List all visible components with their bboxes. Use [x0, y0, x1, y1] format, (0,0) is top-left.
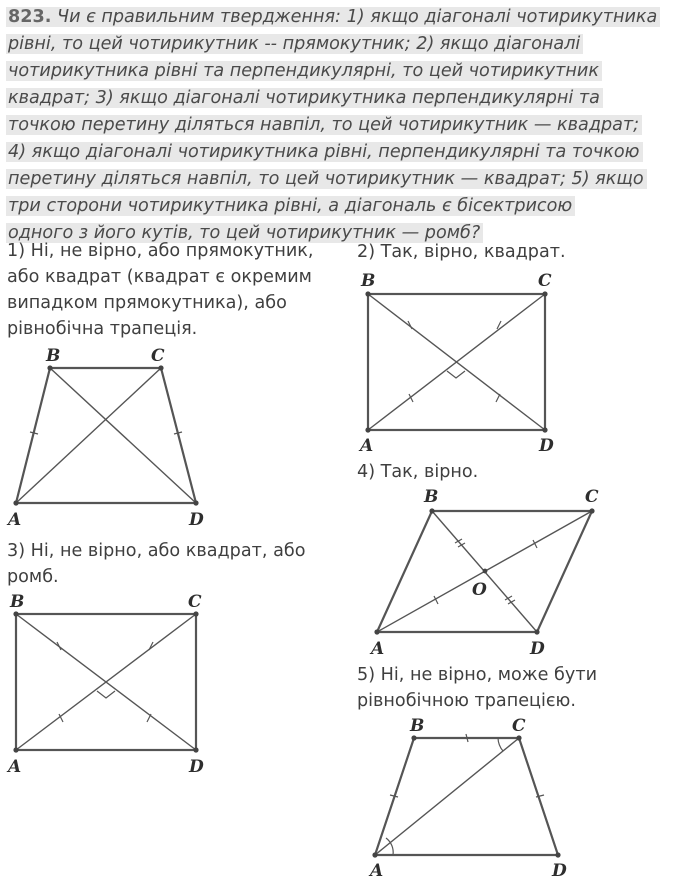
label-c: C — [188, 592, 202, 612]
vertex-b — [411, 735, 416, 740]
label-a: A — [8, 510, 22, 530]
label-c: C — [512, 716, 526, 736]
label-d: D — [189, 757, 204, 777]
figure-1-trapezoid — [6, 346, 204, 530]
answer-2: 2) Так, вірно, квадрат. — [357, 242, 566, 262]
vertex-d — [555, 852, 560, 857]
problem-line: 4) якщо діагоналі чотирикутника рівні, перпендикулярні та точкою — [6, 139, 686, 166]
figure-2-square — [358, 271, 554, 456]
label-a: A — [8, 757, 22, 777]
vertex-d — [193, 500, 198, 505]
answer-4: 4) Так, вірно. — [357, 462, 479, 482]
label-d: D — [530, 639, 545, 659]
label-d: D — [189, 510, 204, 530]
figure-3-square — [6, 592, 204, 777]
label-a: A — [360, 436, 374, 456]
figure-5-trapezoid — [368, 716, 567, 881]
vertex-b — [365, 291, 370, 296]
problem-line: перетину діляться навпіл, то цей чотирикутник — квадрат; 5) якщо — [6, 166, 686, 193]
vertex-a — [372, 852, 377, 857]
answer-1: 1) Ні, не вірно, або прямокутник, або квадрат (квадрат є окремим випадком прямокутника), або рівнобічна трапеція. — [7, 241, 314, 339]
problem-number: 823. — [8, 7, 52, 27]
angle-mark-c — [498, 738, 503, 751]
problem-line: рівні, то цей чотирикутник -- прямокутник; 2) якщо діагоналі — [6, 31, 686, 58]
diagonal-ac — [16, 368, 161, 503]
label-c: C — [538, 271, 552, 291]
vertex-c — [589, 508, 594, 513]
label-a: A — [371, 639, 385, 659]
label-b: B — [424, 487, 439, 507]
vertex-a — [13, 500, 18, 505]
label-b: B — [10, 592, 25, 612]
label-a: A — [370, 861, 384, 881]
label-o: O — [472, 580, 487, 600]
point-o — [483, 569, 488, 574]
vertex-c — [516, 735, 521, 740]
vertex-c — [193, 611, 198, 616]
label-d: D — [552, 861, 567, 881]
vertex-b — [13, 611, 18, 616]
right-angle-mark — [97, 691, 115, 698]
problem-line: чотирикутника рівні та перпендикулярні, то цей чотирикутник — [6, 58, 686, 85]
answer-5: 5) Ні, не вірно, може бути рівнобічною трапецією. — [357, 665, 597, 711]
vertex-b — [429, 508, 434, 513]
problem-line: одного з його кутів, то цей чотирикутник — ромб? — [6, 220, 686, 247]
vertex-c — [542, 291, 547, 296]
label-c: C — [585, 487, 599, 507]
vertex-d — [542, 427, 547, 432]
vertex-a — [13, 747, 18, 752]
trapezoid-sides — [16, 368, 196, 503]
vertex-a — [365, 427, 370, 432]
problem-text: Чи є правильним твердження: 1) якщо діагоналі чотирикутника — [57, 7, 658, 27]
problem-line: три сторони чотирикутника рівні, а діагональ є бісектрисою — [6, 193, 686, 220]
tick-mark — [458, 543, 465, 547]
label-d: D — [539, 436, 554, 456]
label-b: B — [410, 716, 425, 736]
trapezoid-sides — [375, 738, 558, 855]
label-b: B — [46, 346, 61, 366]
problem-line: точкою перетину діляться навпіл, то цей чотирикутник — квадрат; — [6, 112, 686, 139]
vertex-b — [47, 365, 52, 370]
figure-4-rhombus — [369, 487, 599, 659]
tick-mark — [496, 394, 500, 402]
vertex-c — [158, 365, 163, 370]
label-b: B — [361, 271, 376, 291]
vertex-d — [534, 629, 539, 634]
diagonal-bd — [50, 368, 196, 503]
vertex-d — [193, 747, 198, 752]
answer-3: 3) Ні, не вірно, або квадрат, або ромб. — [7, 541, 306, 587]
right-angle-mark — [447, 371, 465, 378]
vertex-a — [374, 629, 379, 634]
problem-line: квадрат; 3) якщо діагоналі чотирикутника перпендикулярні та — [6, 85, 686, 112]
label-c: C — [151, 346, 165, 366]
